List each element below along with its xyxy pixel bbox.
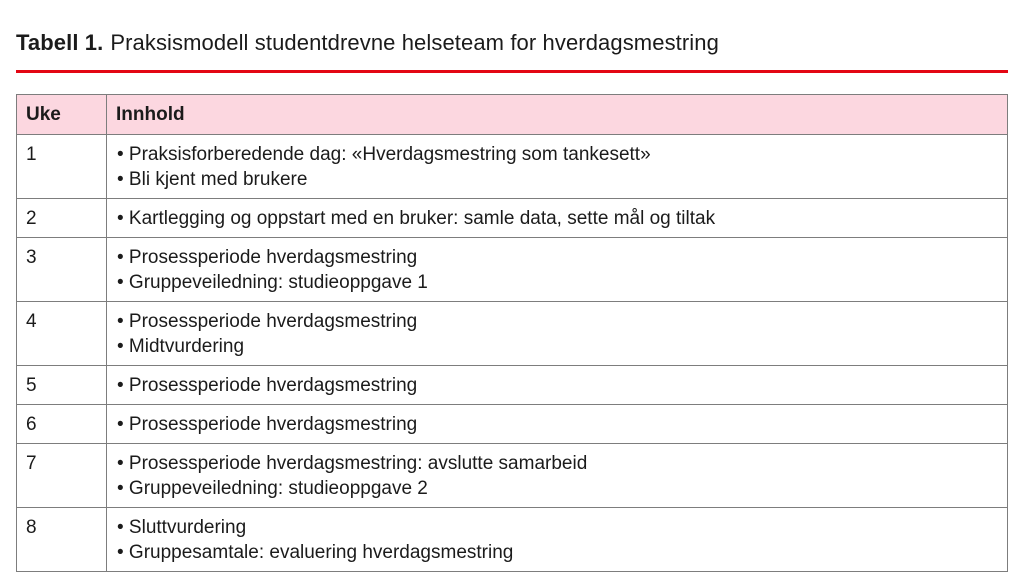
table-row	[17, 405, 1008, 444]
content-cell	[107, 199, 1008, 238]
table-row	[17, 238, 1008, 302]
table-row	[17, 366, 1008, 405]
content-cell	[107, 508, 1008, 572]
content-cell	[107, 366, 1008, 405]
column-header-innhold: Innhold	[107, 95, 1008, 135]
table-row	[17, 135, 1008, 199]
bullet-item: • Gruppeveiledning: studieoppgave 2	[117, 478, 428, 499]
table-row	[17, 444, 1008, 508]
bullet-item: • Sluttvurdering	[117, 517, 247, 538]
table-row	[17, 199, 1008, 238]
week-cell: 5	[17, 366, 107, 405]
top-red-rule	[16, 70, 1008, 73]
bullet-item: • Bli kjent med brukere	[117, 169, 308, 190]
content-cell	[107, 302, 1008, 366]
week-cell: 6	[17, 405, 107, 444]
bullet-item: • Praksisforberedende dag: «Hverdagsmestring som tankesett»	[117, 144, 651, 165]
table-header-row	[17, 95, 1008, 135]
table-caption-label: Tabell 1.	[16, 30, 104, 55]
week-cell: 8	[17, 508, 107, 572]
week-cell: 3	[17, 238, 107, 302]
content-cell	[107, 135, 1008, 199]
bullet-item: • Kartlegging og oppstart med en bruker: samle data, sette mål og tiltak	[117, 208, 716, 229]
week-cell: 4	[17, 302, 107, 366]
bullet-item: • Gruppesamtale: evaluering hverdagsmestring	[117, 542, 514, 563]
table-caption-text: Praksismodell studentdrevne helseteam for hverdagsmestring	[110, 30, 719, 55]
bullet-item: • Prosessperiode hverdagsmestring	[117, 414, 418, 435]
bullet-item: • Prosessperiode hverdagsmestring	[117, 311, 418, 332]
bullet-item: • Prosessperiode hverdagsmestring: avslutte samarbeid	[117, 453, 588, 474]
content-cell	[107, 238, 1008, 302]
week-cell: 2	[17, 199, 107, 238]
table-row	[17, 302, 1008, 366]
bullet-item: • Midtvurdering	[117, 336, 245, 357]
praksismodell-table	[16, 94, 1008, 572]
bullet-item: • Gruppeveiledning: studieoppgave 1	[117, 272, 428, 293]
table-row	[17, 508, 1008, 572]
bullet-item: • Prosessperiode hverdagsmestring	[117, 247, 418, 268]
table-caption	[16, 30, 1008, 56]
content-cell	[107, 444, 1008, 508]
week-cell: 7	[17, 444, 107, 508]
week-cell: 1	[17, 135, 107, 199]
content-cell	[107, 405, 1008, 444]
column-header-uke: Uke	[17, 95, 107, 135]
bullet-item: • Prosessperiode hverdagsmestring	[117, 375, 418, 396]
